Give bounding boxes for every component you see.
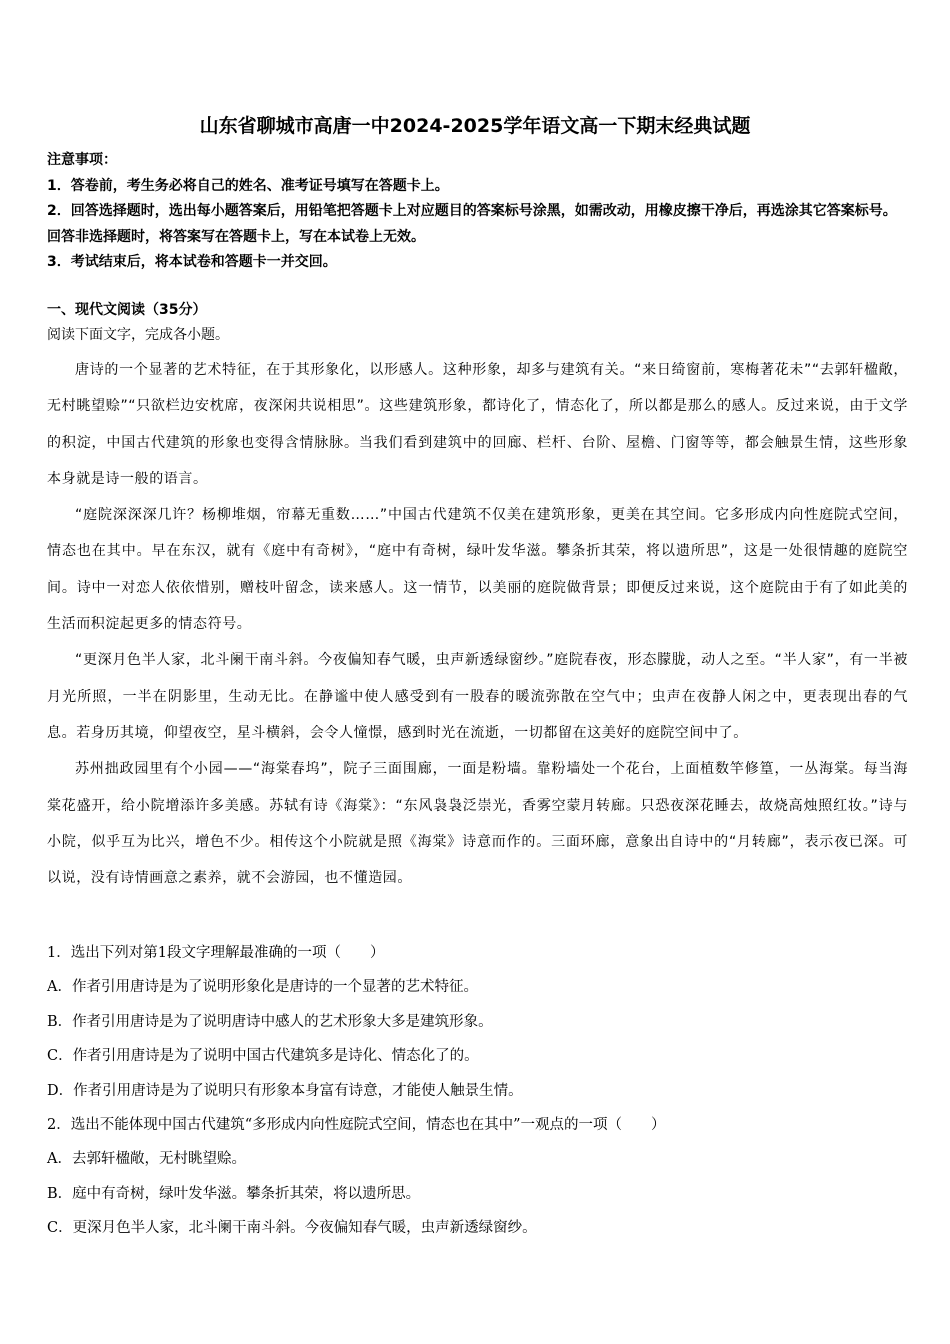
section-heading: 一、现代文阅读（35分） xyxy=(47,302,207,318)
passage-paragraph: 唐诗的一个显著的艺术特征，在于其形象化，以形感人。这种形象，却多与建筑有关。“来日绮窗前，寒梅著花未”“去郭轩楹敞，无村眺望赊”“只欲栏边安枕席，夜深闲共说相思”。这些建筑形象，都诗化了，情态化了，所以都是那么的感人。反过来说，由于文学的积淀，中国古代建筑的形象也变得含情脉脉。当我们看到建筑中的回廊、栏杆、台阶、屋檐、门窗等等，都会触景生情，这些形象本身就是诗一般的语言。 xyxy=(47,362,908,487)
question-option: D．作者引用唐诗是为了说明只有形象本身富有诗意，才能使人触景生情。 xyxy=(47,1082,523,1099)
page-title: 山东省聊城市高唐一中2024-2025学年语文高一下期末经典试题 xyxy=(199,115,751,137)
passage-paragraph: “庭院深深深几许？杨柳堆烟，帘幕无重数……”中国古代建筑不仅美在建筑形象，更美在其空间。它多形成内向性庭院式空间，情态也在其中。早在东汉，就有《庭中有奇树》，“庭中有奇树，绿叶发华滋。攀条折其荣，将以遗所思”，这是一处很情趣的庭院空间。诗中一对恋人依依惜别，赠枝叶留念，读来感人。这一情节，以美丽的庭院做背景；即便反过来说，这个庭院由于有了如此美的生活而积淀起更多的情态符号。 xyxy=(47,507,908,633)
question-option: C．更深月色半人家，北斗阑干南斗斜。今夜偏知春气暖，虫声新透绿窗纱。 xyxy=(47,1220,537,1237)
notice-item: 1．答卷前，考生务必将自己的姓名、准考证号填写在答题卡上。 xyxy=(47,177,449,194)
question-option: A．去郭轩楹敞，无村眺望赊。 xyxy=(47,1151,246,1168)
question-stem: 2．选出不能体现中国古代建筑“多形成内向性庭院式空间，情态也在其中”一观点的一项（ ） xyxy=(47,1117,666,1134)
question-option: B．作者引用唐诗是为了说明唐诗中感人的艺术形象大多是建筑形象。 xyxy=(47,1013,493,1030)
question-option: A．作者引用唐诗是为了说明形象化是唐诗的一个显著的艺术特征。 xyxy=(47,979,478,996)
question-list xyxy=(47,936,907,1246)
notice-item: 2．回答选择题时，选出每小题答案后，用铅笔把答题卡上对应题目的答案标号涂黑，如需改动，用橡皮擦干净后，再选涂其它答案标号。回答非选择题时，将答案写在答题卡上，写在本试卷上无效。 xyxy=(47,203,897,245)
question-stem: 1．选出下列对第1段文字理解最准确的一项（ ） xyxy=(47,945,385,961)
notice-block xyxy=(47,148,907,276)
section-intro: 阅读下面文字，完成各小题。 xyxy=(47,327,229,343)
passage-paragraph: 苏州拙政园里有个小园——“海棠春坞”，院子三面围廊，一面是粉墙。靠粉墙处一个花台，上面植数竿修篁，一丛海棠。每当海棠花盛开，给小院增添许多美感。苏轼有诗《海棠》：“东风袅袅泛崇光，香雾空蒙月转廊。只恐夜深花睡去，故烧高烛照红妆。”诗与小院，似乎互为比兴，增色不少。相传这个小院就是照《海棠》诗意而作的。三面环廊，意象出自诗中的“月转廊”，表示夜已深。可以说，没有诗情画意之素养，就不会游园，也不懂造园。 xyxy=(47,761,908,887)
question-option: B．庭中有奇树，绿叶发华滋。攀条折其荣，将以遗所思。 xyxy=(47,1185,421,1202)
question-option: C．作者引用唐诗是为了说明中国古代建筑多是诗化、情态化了的。 xyxy=(47,1048,479,1065)
passage-paragraph: “更深月色半人家，北斗阑干南斗斜。今夜偏知春气暖，虫声新透绿窗纱。”庭院春夜，形态朦胧，动人之至。“半人家”，有一半被月光所照，一半在阴影里，生动无比。在静谧中使人感受到有一股春的暖流弥散在空气中；虫声在夜静人闲之中，更表现出春的气息。若身历其境，仰望夜空，星斗横斜，会令人憧憬，感到时光在流逝，一切都留在这美好的庭院空间中了。 xyxy=(47,652,908,741)
notice-item: 3．考试结束后，将本试卷和答题卡一并交回。 xyxy=(47,254,337,271)
reading-passage xyxy=(47,352,908,896)
notice-heading: 注意事项： xyxy=(47,152,117,168)
